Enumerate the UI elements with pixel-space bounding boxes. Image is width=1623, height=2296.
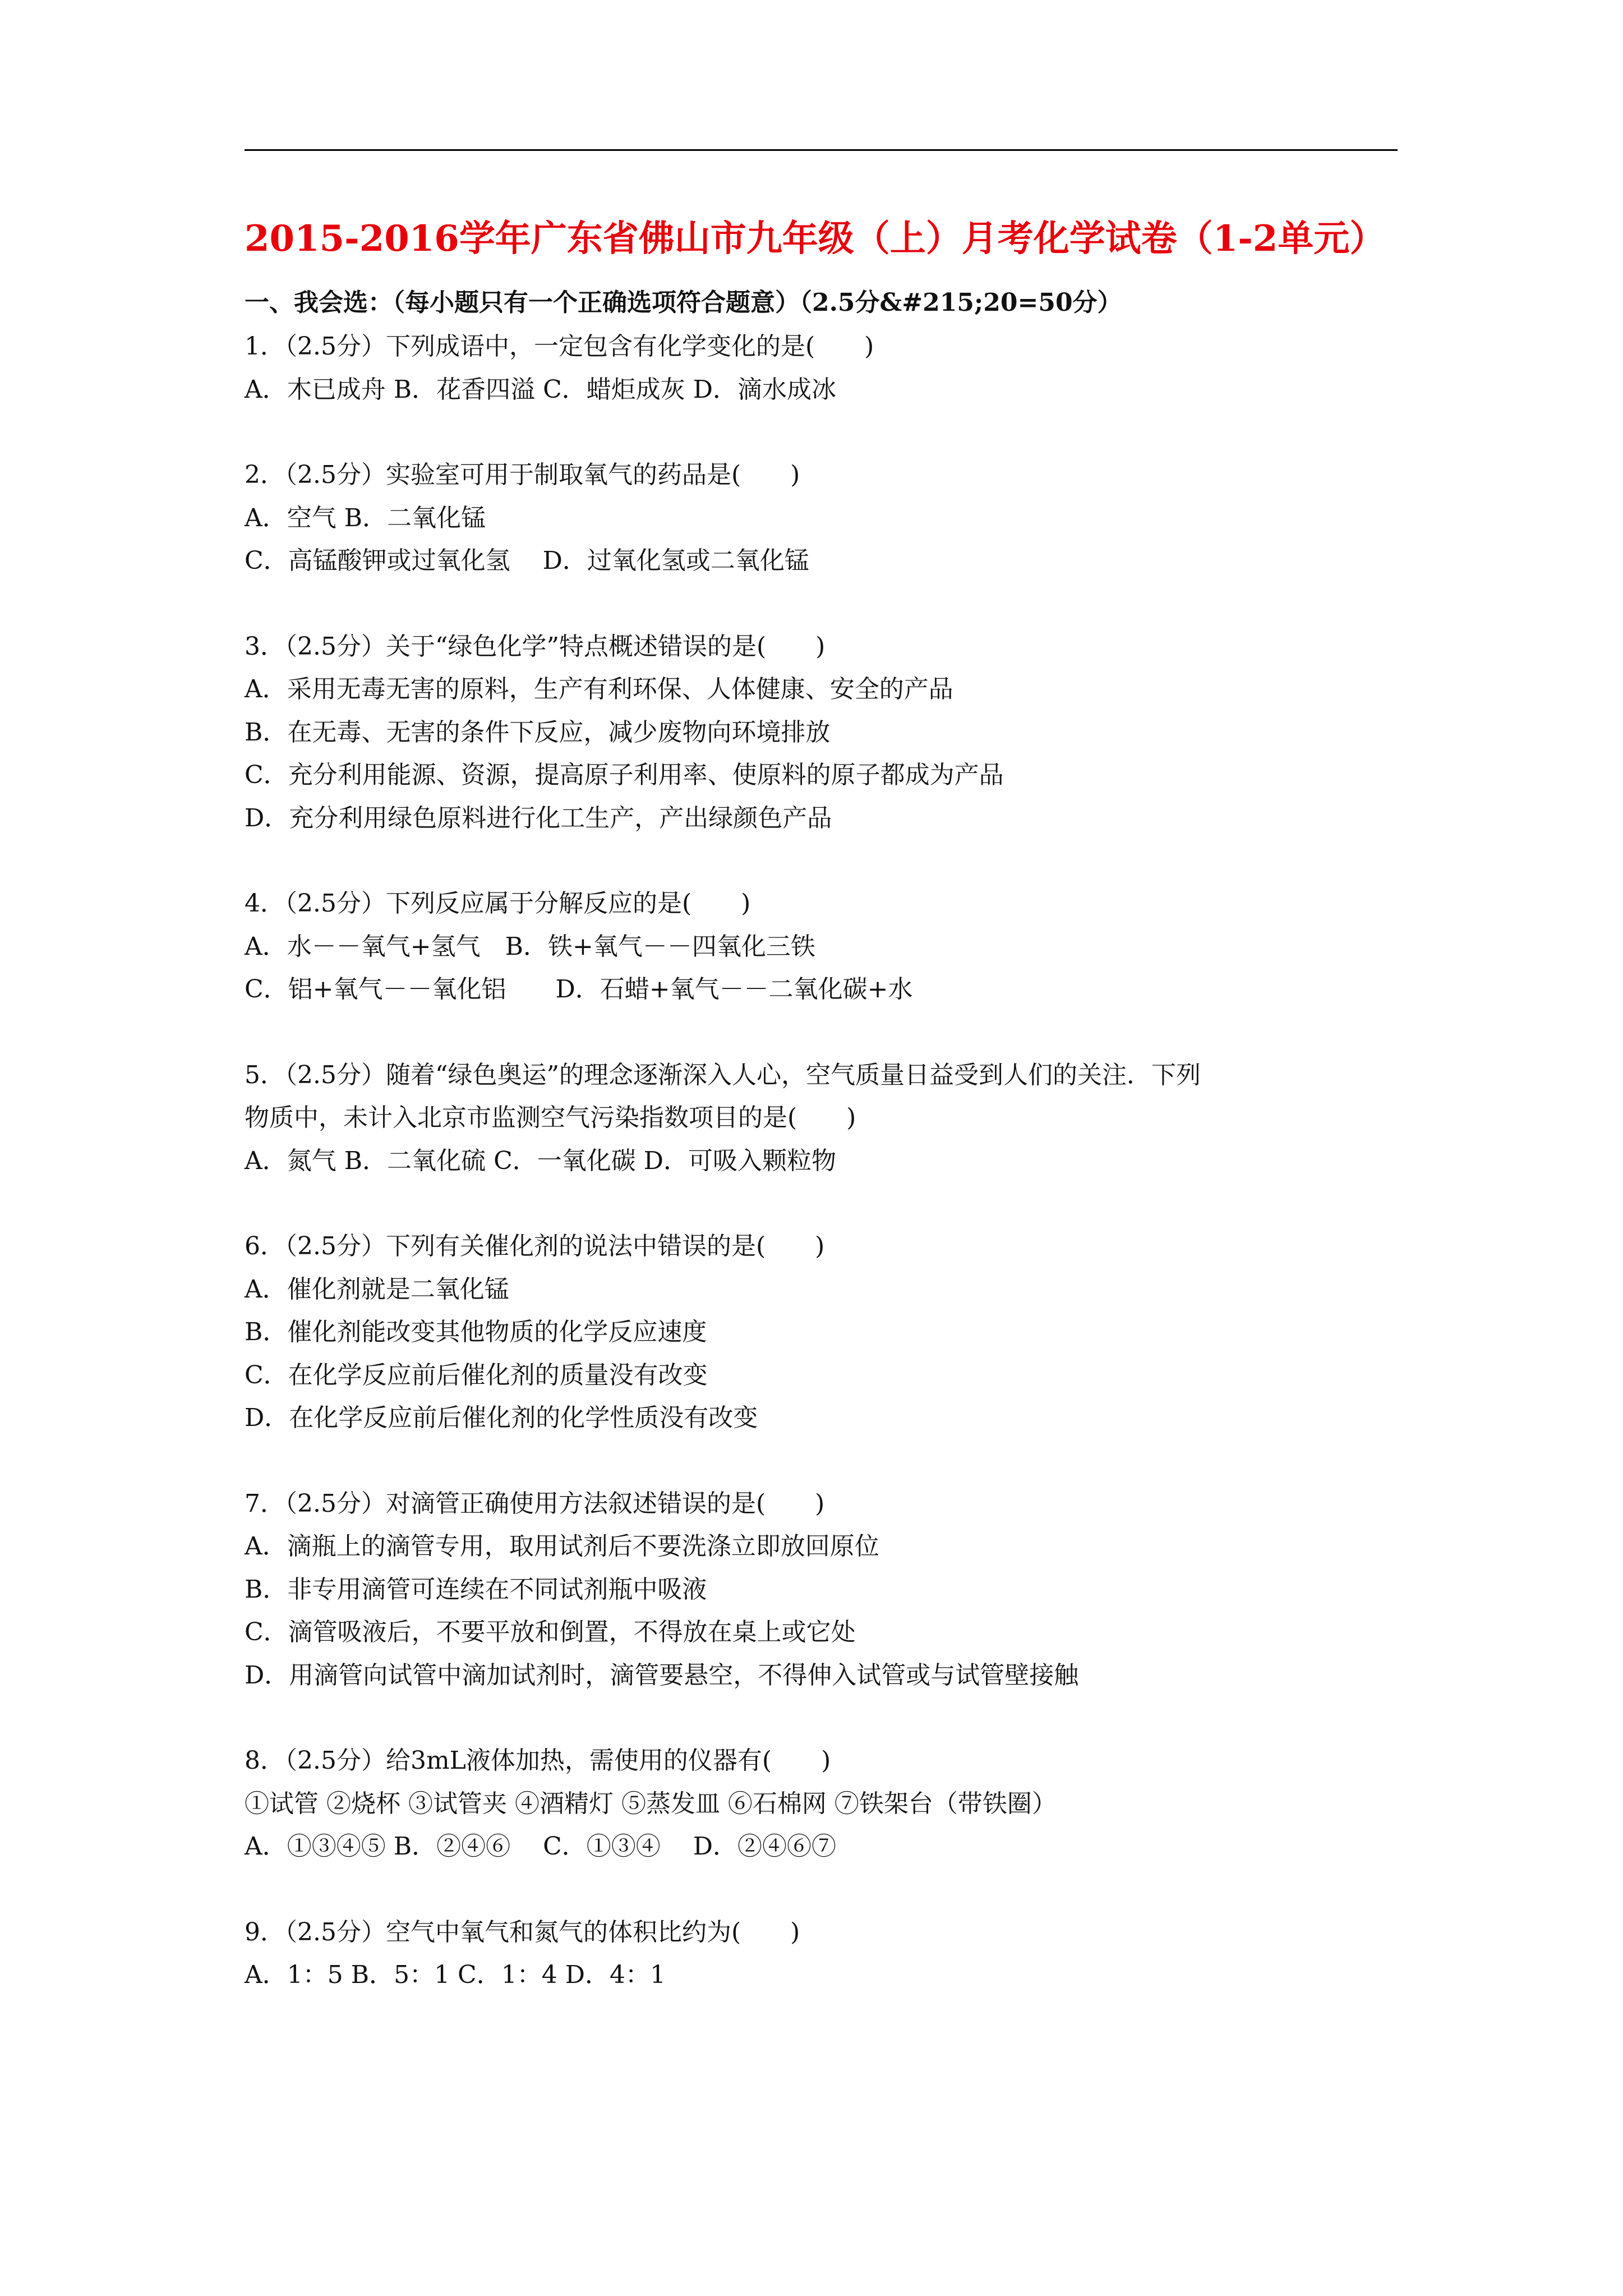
- question-option-line: B．催化剂能改变其他物质的化学反应速度: [245, 1318, 707, 1346]
- question-option-line: C．铝+氧气－－氧化铝 D．石蜡+氧气－－二氧化碳+水: [245, 975, 913, 1004]
- question-option-line: C．滴管吸液后，不要平放和倒置，不得放在桌上或它处: [245, 1618, 856, 1646]
- question-option-line: A．①③④⑤ B．②④⑥ C．①③④ D．②④⑥⑦: [245, 1832, 837, 1861]
- question-stem: 3．（2.5分）关于“绿色化学”特点概述错误的是( ): [245, 632, 826, 661]
- question-option-line: A．采用无毒无害的原料，生产有利环保、人体健康、安全的产品: [245, 675, 953, 703]
- question-option-line: D．充分利用绿色原料进行化工生产，产出绿颜色产品: [245, 803, 832, 832]
- question-stem: 6．（2.5分）下列有关催化剂的说法中错误的是( ): [245, 1232, 825, 1260]
- question-option-line: C．高锰酸钾或过氧化氢 D．过氧化氢或二氧化锰: [245, 546, 809, 575]
- question-stem: 8．（2.5分）给3mL液体加热，需使用的仪器有( ): [245, 1746, 831, 1775]
- question-stem: 9．（2.5分）空气中氧气和氮气的体积比约为( ): [245, 1917, 800, 1947]
- question-option-line: C．在化学反应前后催化剂的质量没有改变: [245, 1360, 708, 1389]
- question-option-line: C．充分利用能源、资源，提高原子利用率、使原料的原子都成为产品: [245, 761, 1004, 789]
- question-option-line: A．木已成舟 B．花香四溢 C．蜡炬成灰 D．滴水成冰: [245, 375, 837, 404]
- question-option-line: B．在无毒、无害的条件下反应，减少废物向环境排放: [245, 717, 831, 747]
- question-4: [245, 882, 1400, 1011]
- question-option-line: A．氮气 B．二氧化硫 C．一氧化碳 D．可吸入颗粒物: [245, 1146, 837, 1175]
- question-option-line: 物质中，未计入北京市监测空气污染指数项目的是( ): [245, 1103, 856, 1132]
- question-8: [245, 1740, 1400, 1869]
- question-stem: 5．（2.5分）随着“绿色奥运”的理念逐渐深入人心，空气质量日益受到人们的关注．下列: [245, 1060, 1201, 1089]
- question-1: [245, 325, 1400, 411]
- question-option-line: ①试管 ②烧杯 ③试管夹 ④酒精灯 ⑤蒸发皿 ⑥石棉网 ⑦铁架台（带铁圈）: [245, 1789, 1057, 1818]
- question-5: [245, 1054, 1400, 1183]
- question-option-line: D．在化学反应前后催化剂的化学性质没有改变: [245, 1404, 758, 1432]
- question-option-line: A．催化剂就是二氧化锰: [245, 1274, 509, 1304]
- question-3: [245, 625, 1400, 840]
- question-9: [245, 1911, 1400, 1997]
- section-heading: 一、我会选：（每小题只有一个正确选项符合题意）（2.5分&#215;20=50分）: [245, 288, 1122, 317]
- question-stem: 2．（2.5分）实验室可用于制取氧气的药品是( ): [245, 461, 800, 489]
- question-2: [245, 454, 1400, 583]
- question-option-line: D．用滴管向试管中滴加试剂时，滴管要悬空，不得伸入试管或与试管壁接触: [245, 1660, 1079, 1690]
- exam-title: 2015-2016学年广东省佛山市九年级（上）月考化学试卷（1-2单元）: [245, 218, 1386, 260]
- question-option-line: A．滴瓶上的滴管专用，取用试剂后不要洗涤立即放回原位: [245, 1532, 879, 1561]
- question-list: [245, 325, 1400, 2040]
- question-option-line: B．非专用滴管可连续在不同试剂瓶中吸液: [245, 1575, 707, 1604]
- question-stem: 7．（2.5分）对滴管正确使用方法叙述错误的是( ): [245, 1489, 825, 1518]
- question-option-line: A．空气 B．二氧化锰: [245, 503, 486, 532]
- question-7: [245, 1483, 1400, 1697]
- question-stem: 1．（2.5分）下列成语中，一定包含有化学变化的是( ): [245, 332, 874, 361]
- question-option-line: A．1：5 B．5：1 C．1：4 D．4：1: [245, 1961, 666, 1989]
- header-rule: [245, 149, 1398, 151]
- question-6: [245, 1225, 1400, 1440]
- question-stem: 4．（2.5分）下列反应属于分解反应的是( ): [245, 889, 751, 918]
- question-option-line: A．水－－氧气+氢气 B．铁+氧气－－四氧化三铁: [245, 932, 815, 961]
